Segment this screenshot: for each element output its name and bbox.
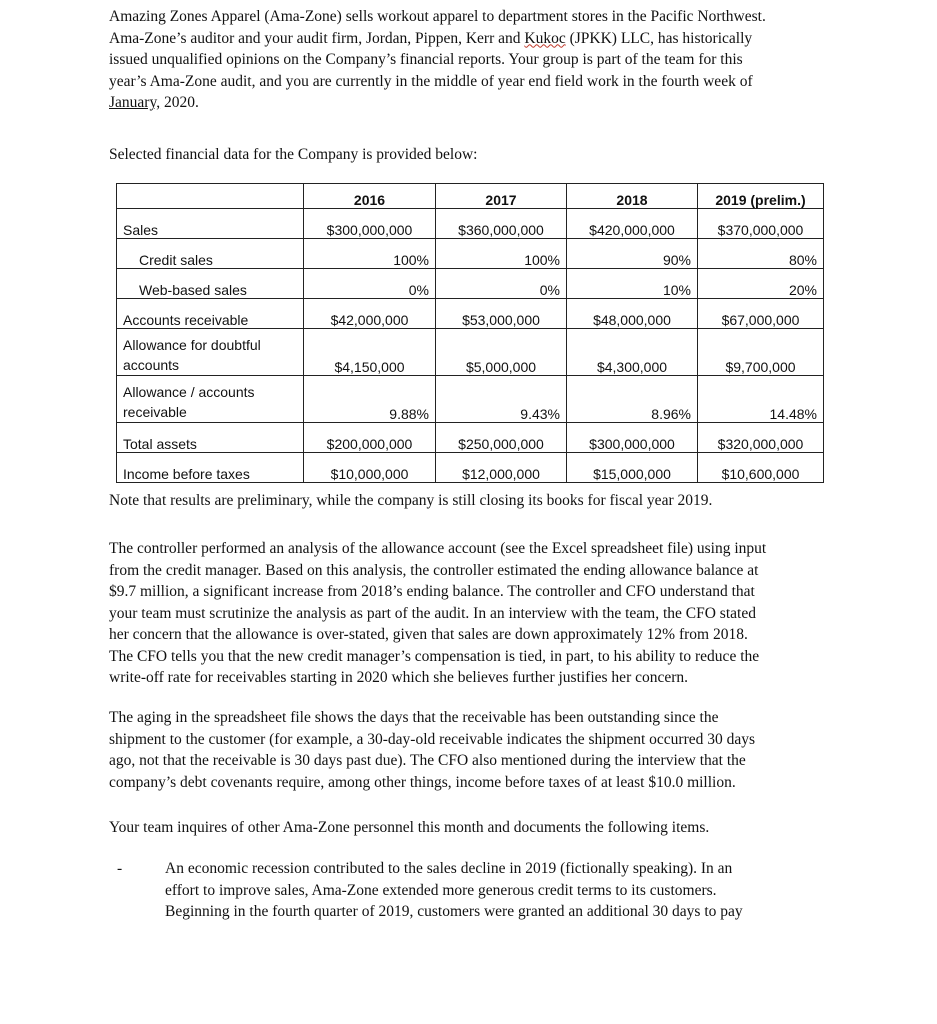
table-cell: 8.96% [567,376,698,423]
table-row [117,239,824,269]
table-cell: $67,000,000 [698,299,824,329]
table-cell: 100% [436,239,567,269]
table-cell: 10% [567,269,698,299]
controller-line: from the credit manager. Based on this analysis, the controller estimated the ending allowance balance at [109,561,759,579]
row-label: Total assets [117,423,304,453]
row-label: Accounts receivable [117,299,304,329]
table-cell: 0% [436,269,567,299]
table-header-cell [117,184,304,209]
table-cell: 100% [304,239,436,269]
table-cell: $42,000,000 [304,299,436,329]
table-header-cell: 2017 [436,184,567,209]
row-label: Sales [117,209,304,239]
table-header-cell: 2019 (prelim.) [698,184,824,209]
table-row [117,299,824,329]
table-cell: $48,000,000 [567,299,698,329]
intro-line [109,28,829,50]
intro-line [109,92,829,114]
controller-line: write-off rate for receivables starting in 2020 which she believes further justifies her concern. [109,669,689,686]
table-row [117,269,824,299]
controller-line: $9.7 million, a significant increase from 2018’s ending balance. The controller and CFO understand that [109,583,755,600]
aging-line: company’s debt covenants require, among other things, income before taxes of at least $10.0 million. [109,773,736,791]
table-cell: 80% [698,239,824,269]
table-cell: $300,000,000 [304,209,436,239]
aging-line: The aging in the spreadsheet file shows the days that the receivable has been outstanding since the [109,709,719,726]
bullet-marker: - [117,860,123,877]
table-row [117,209,824,239]
selected-data-intro: Selected financial data for the Company is provided below: [109,146,478,163]
controller-line: your team must scrutinize the analysis as part of the audit. In an interview with the team, the CFO stated [109,604,756,622]
table-cell: $250,000,000 [436,423,567,453]
table-cell: $200,000,000 [304,423,436,453]
preliminary-note: Note that results are preliminary, while the company is still closing its books for fiscal year 2019. [109,492,713,509]
row-label-line: Allowance / accounts [123,384,255,400]
aging-line: ago, not that the receivable is 30 days past due). The CFO also mentioned during the interview that the [109,752,746,769]
table-cell: $15,000,000 [567,453,698,483]
date-month: January, [109,94,161,111]
table-header-cell: 2016 [304,184,436,209]
intro-line: year’s Ama-Zone audit, and you are currently in the middle of year end field work in the fourth week of [109,72,753,90]
intro-line: issued unqualified opinions on the Company’s financial reports. Your group is part of the team for this [109,51,743,68]
financial-data-table [116,183,824,483]
table-cell: 20% [698,269,824,299]
intro-paragraph [109,6,829,114]
controller-paragraph [109,538,829,689]
row-label: Income before taxes [117,453,304,483]
table-header-cell: 2018 [567,184,698,209]
table-cell: $360,000,000 [436,209,567,239]
row-label-line: accounts [123,357,180,373]
table-cell: 14.48% [698,376,824,423]
inquiry-paragraph: Your team inquires of other Ama-Zone personnel this month and documents the following items. [109,819,710,836]
row-label: Credit sales [117,239,304,269]
misspelled-name: Kukoc [524,29,566,47]
table-row [117,329,824,376]
table-cell: $4,150,000 [304,329,436,376]
table-cell: $53,000,000 [436,299,567,329]
aging-line: shipment to the customer (for example, a 30-day-old receivable indicates the shipment occurred 30 days [109,730,756,748]
table-cell: $5,000,000 [436,329,567,376]
bullet-line: Beginning in the fourth quarter of 2019, customers were granted an additional 30 days to pay [165,903,743,920]
table-header-row [117,184,824,209]
table-cell: $10,000,000 [304,453,436,483]
table-cell: 90% [567,239,698,269]
intro-text: (JPKK) LLC, has historically [565,29,753,47]
table-cell: 9.43% [436,376,567,423]
table-row [117,453,824,483]
table-row [117,423,824,453]
table-cell: 9.88% [304,376,436,423]
table-cell: $370,000,000 [698,209,824,239]
table-cell: $420,000,000 [567,209,698,239]
table-cell: $10,600,000 [698,453,824,483]
row-label [117,329,304,376]
intro-line: Amazing Zones Apparel (Ama-Zone) sells workout apparel to department stores in the Pacific Northwest. [109,8,766,25]
aging-paragraph [109,707,829,793]
table-cell: $12,000,000 [436,453,567,483]
bullet-line: effort to improve sales, Ama-Zone extended more generous credit terms to its customers. [165,881,717,899]
row-label [117,376,304,423]
row-label: Web-based sales [117,269,304,299]
table-cell: $4,300,000 [567,329,698,376]
bullet-line: An economic recession contributed to the sales decline in 2019 (fictionally speaking). In an [165,860,733,877]
intro-text: 2020. [160,94,199,111]
table-cell: $300,000,000 [567,423,698,453]
table-cell: $9,700,000 [698,329,824,376]
row-label-line: Allowance for doubtful [123,337,261,353]
controller-line: The CFO tells you that the new credit manager’s compensation is tied, in part, to his ability to reduce the [109,647,760,665]
table-row [117,376,824,423]
intro-text: Ama-Zone’s auditor and your audit firm, Jordan, Pippen, Kerr and [109,29,525,47]
controller-line: The controller performed an analysis of the allowance account (see the Excel spreadsheet file) using input [109,540,767,557]
controller-line: her concern that the allowance is over-stated, given that sales are down approximately 12% from 2018. [109,626,748,643]
table-cell: 0% [304,269,436,299]
table-cell: $320,000,000 [698,423,824,453]
bullet-text [165,858,791,923]
row-label-line: receivable [123,404,187,420]
